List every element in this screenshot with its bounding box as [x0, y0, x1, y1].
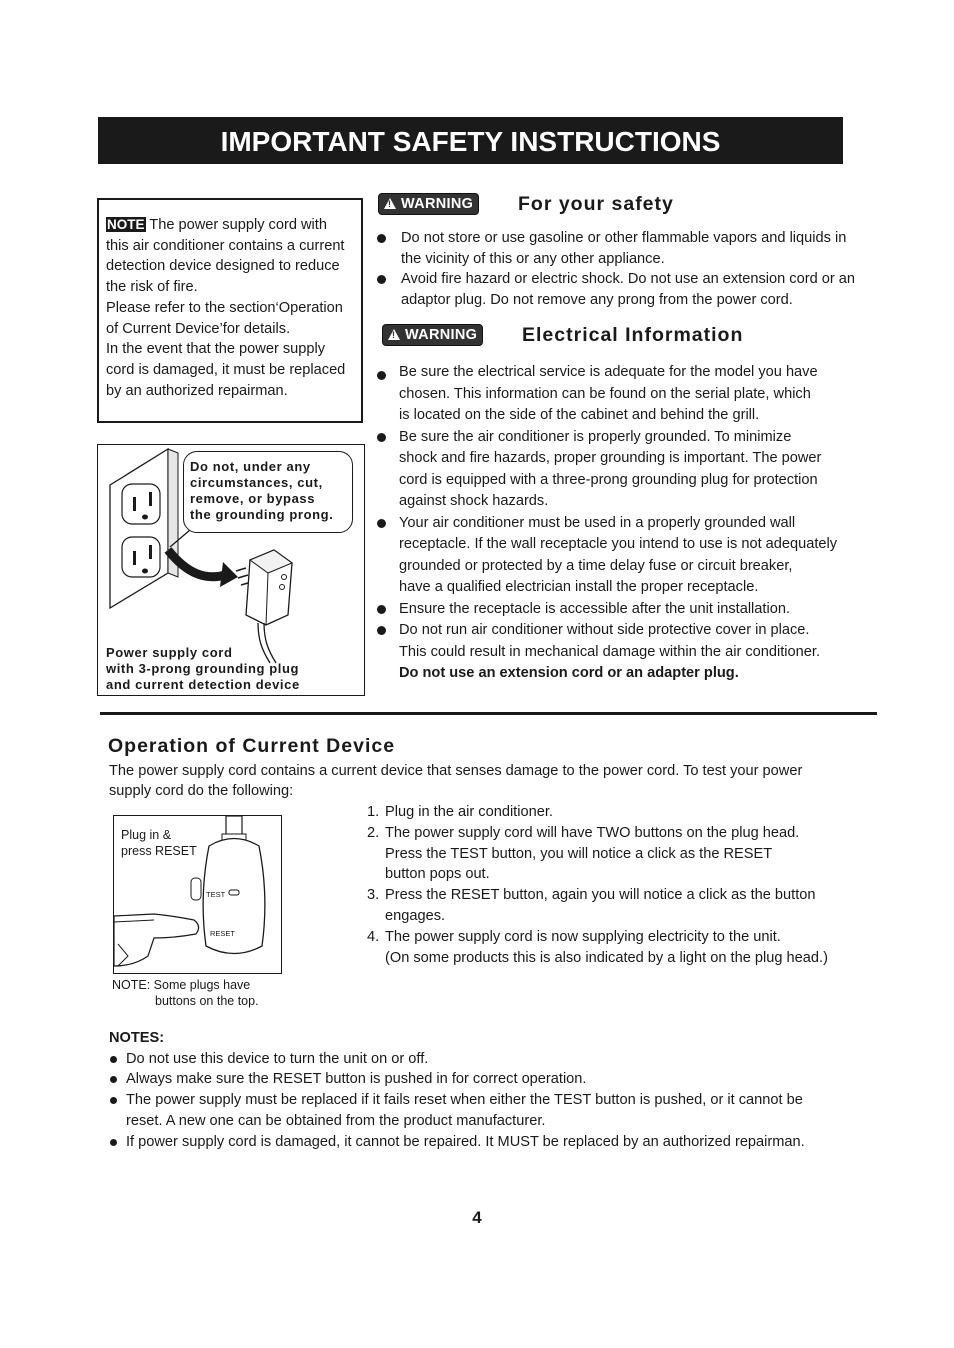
note-first-line: [106, 215, 357, 236]
list-item: [377, 269, 897, 310]
page-title: IMPORTANT SAFETY INSTRUCTIONS: [98, 117, 843, 164]
bullet-icon: [110, 1076, 117, 1083]
warning-badge-label: WARNING: [401, 196, 474, 212]
note-box: [97, 198, 363, 423]
note-line: cord is damaged, it must be replaced: [106, 361, 346, 378]
plug-note-line: NOTE: Some plugs have: [112, 978, 251, 992]
list-item: [377, 362, 877, 427]
note-line: the risk of fire.: [106, 279, 198, 296]
bullet-icon: [110, 1097, 117, 1104]
bullet-line: shock and fire hazards, proper grounding is important. The power: [399, 450, 822, 466]
note-line: detection device designed to reduce: [106, 258, 340, 275]
list-item: [109, 1132, 869, 1153]
step-line: The power supply cord will have TWO buttons on the plug head.: [385, 824, 800, 841]
plug-test-illustration: [113, 815, 282, 974]
note-line: If power supply cord is damaged, it cannot be repaired. It MUST be replaced by an authorized repairman.: [126, 1133, 805, 1150]
step-line: Plug in the air conditioner.: [385, 804, 553, 820]
callout-line: remove, or bypass: [190, 491, 316, 506]
bullet-line: is located on the side of the cabinet and behind the grill.: [399, 407, 760, 423]
operation-steps: [367, 802, 867, 968]
bullet-icon: [377, 605, 386, 614]
step-number: 1.: [367, 804, 380, 820]
bullet-line: Your air conditioner must be used in a properly grounded wall: [399, 514, 796, 531]
bullet-icon: [110, 1056, 117, 1063]
step-item: [367, 823, 867, 885]
bullet-line: Do not store or use gasoline or other flammable vapors and liquids in: [401, 230, 847, 246]
plug-label-line: Plug in &: [121, 828, 172, 842]
step-number: 4.: [367, 928, 380, 945]
list-item: [109, 1090, 869, 1131]
reset-button-label: RESET: [210, 929, 236, 938]
bullet-line: have a qualified electrician install the proper receptacle.: [399, 579, 759, 595]
callout-line: circumstances, cut,: [190, 475, 323, 490]
bullet-line: the vicinity of this or any other appliance.: [401, 250, 665, 267]
list-item: [377, 228, 897, 269]
bullet-line: Be sure the electrical service is adequate for the model you have: [399, 364, 818, 380]
bullet-line: Ensure the receptacle is accessible after the unit installation.: [399, 600, 791, 617]
bullet-line: Do not run air conditioner without side protective cover in place.: [399, 622, 810, 638]
list-item: [377, 513, 877, 599]
note-line: Please refer to the section‘Operation: [106, 299, 343, 316]
bullet-line: against shock hazards.: [399, 493, 549, 509]
electrical-warning-badge: [382, 324, 483, 346]
bullet-line: Avoid fire hazard or electric shock. Do not use an extension cord or an: [401, 271, 856, 287]
note-line: reset. A new one can be obtained from the product manufacturer.: [126, 1112, 546, 1129]
bullet-line: grounded or protected by a time delay fuse or circuit breaker,: [399, 557, 793, 574]
step-line: button pops out.: [385, 866, 490, 883]
grounding-callout: [183, 451, 353, 533]
step-item: [367, 927, 867, 969]
plug-note-line: buttons on the top.: [155, 994, 259, 1008]
list-item: [377, 620, 877, 685]
bold-warning-line: Do not use an extension cord or an adapter plug.: [399, 665, 739, 681]
caption-line: and current detection device: [106, 677, 300, 692]
operation-intro: [109, 761, 869, 801]
bullet-icon: [377, 433, 386, 442]
notes-heading: NOTES:: [109, 1030, 165, 1046]
step-line: engages.: [385, 907, 446, 924]
warning-badge-label: WARNING: [405, 327, 478, 343]
safety-heading: For your safety: [518, 193, 674, 215]
electrical-heading: Electrical Information: [522, 324, 744, 346]
page-number: 4: [472, 1208, 482, 1227]
note-line: The power supply must be replaced if it fails reset when either the TEST button is pushed, or it cannot be: [126, 1092, 803, 1109]
step-number: 3.: [367, 887, 380, 904]
bullet-line: adaptor plug. Do not remove any prong from the power cord.: [401, 291, 793, 308]
callout-line: the grounding prong.: [190, 507, 334, 522]
bullet-line: Be sure the air conditioner is properly grounded. To minimize: [399, 428, 792, 445]
cord-caption: [106, 645, 361, 693]
bullet-line: chosen. This information can be found on the serial plate, which: [399, 385, 811, 402]
list-item: [377, 427, 877, 513]
operation-heading: Operation of Current Device: [108, 735, 396, 757]
note-line: Always make sure the RESET button is pushed in for correct operation.: [126, 1071, 587, 1088]
note-line: of Current Device’for details.: [106, 320, 291, 337]
list-item: [109, 1049, 869, 1070]
note-label: NOTE: [107, 217, 145, 232]
caption-line: with 3-prong grounding plug: [106, 661, 300, 676]
plug-note: [112, 977, 259, 1009]
note-line: this air conditioner contains a current: [106, 237, 345, 254]
step-item: [367, 802, 867, 823]
notes-section: [109, 1028, 869, 1152]
step-line: Press the RESET button, again you will notice a click as the button: [385, 887, 816, 904]
bullet-line: cord is equipped with a three-prong grounding plug for protection: [399, 471, 818, 488]
caption-line: Power supply cord: [106, 645, 233, 660]
step-line: Press the TEST button, you will notice a click as the RESET: [385, 845, 773, 862]
step-item: [367, 885, 867, 927]
callout-line: Do not, under any: [190, 459, 311, 474]
test-button-label: TEST: [206, 890, 226, 899]
note-line: In the event that the power supply: [106, 341, 326, 358]
warning-triangle-icon: [384, 198, 396, 209]
step-line: The power supply cord is now supplying electricity to the unit.: [385, 928, 781, 945]
note-line: by an authorized repairman.: [106, 382, 288, 399]
intro-line: supply cord do the following:: [109, 783, 294, 799]
bullet-icon: [110, 1139, 117, 1146]
step-line: (On some products this is also indicated by a light on the plug head.): [385, 949, 828, 966]
intro-line: The power supply cord contains a current device that senses damage to the power cord. To test your power: [109, 763, 803, 779]
safety-bullets: [377, 228, 897, 310]
plug-label-line: press RESET: [121, 844, 197, 858]
plug-head-icon: [114, 816, 281, 973]
bullet-icon: [377, 626, 386, 635]
bullet-icon: [377, 234, 386, 243]
step-number: 2.: [367, 824, 380, 841]
warning-triangle-icon: [388, 329, 400, 340]
list-item: [377, 599, 877, 621]
section-divider: [100, 712, 877, 715]
electrical-bullets: [377, 362, 877, 685]
bullet-icon: [377, 519, 386, 528]
safety-warning-badge: [378, 193, 479, 215]
bullet-line: This could result in mechanical damage within the air conditioner.: [399, 643, 821, 660]
note-text: The power supply cord with: [145, 217, 327, 233]
bullet-icon: [377, 275, 386, 284]
bullet-icon: [377, 371, 386, 380]
bullet-line: receptacle. If the wall receptacle you intend to use is not adequately: [399, 536, 838, 552]
note-line: Do not use this device to turn the unit on or off.: [126, 1050, 429, 1067]
list-item: [109, 1069, 869, 1090]
